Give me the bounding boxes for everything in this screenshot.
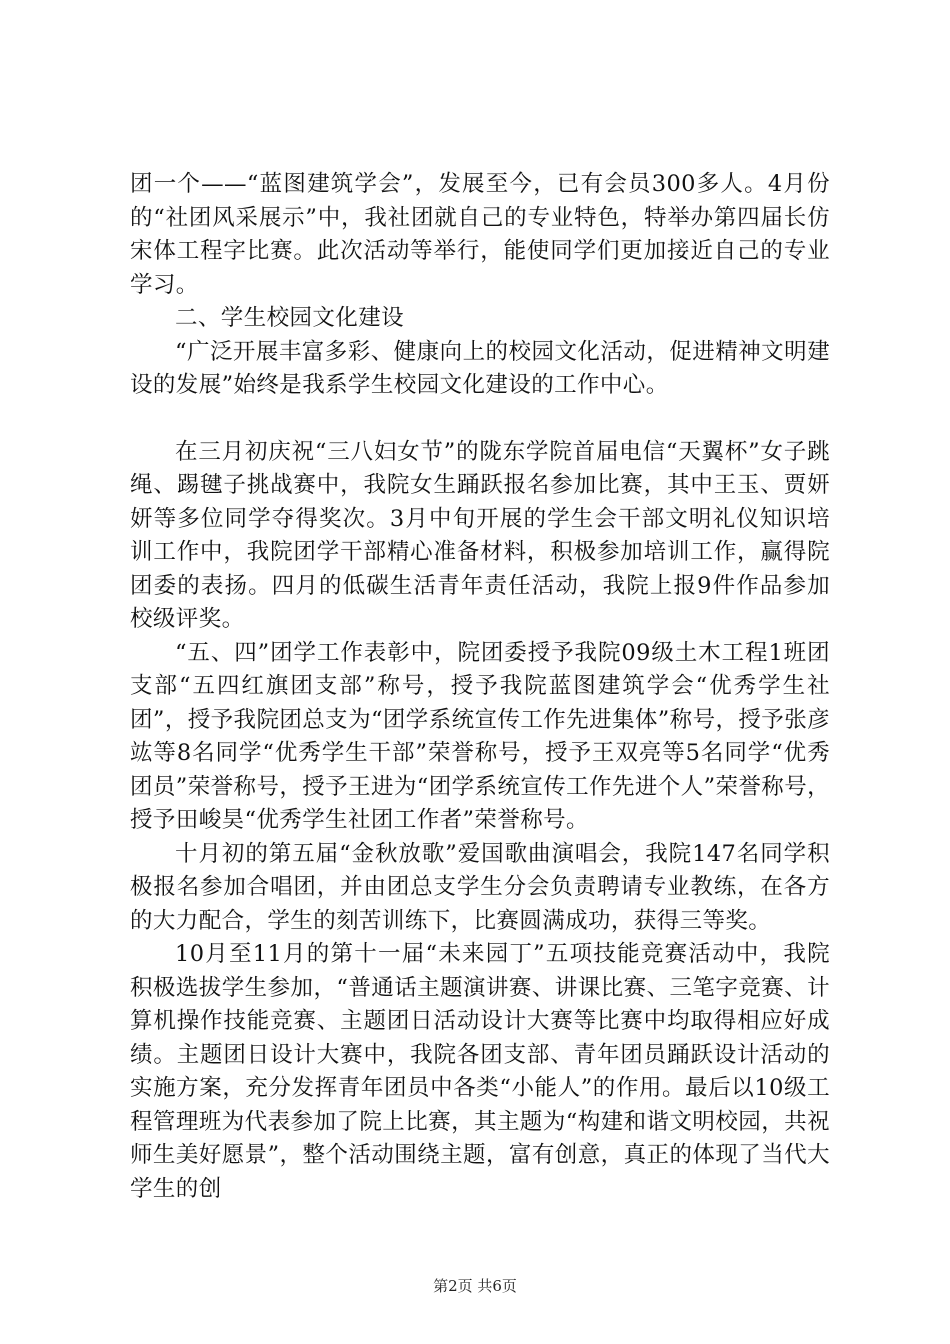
section-heading-campus-culture: 二、学生校园文化建设 [175, 305, 405, 331]
paragraph-club-intro: 团一个——“蓝图建筑学会”，发展至今，已有会员300多人。4月份的“社团风采展示”中，我社团就自己的专业特色，特举办第四届长仿宋体工程字比赛。此次活动等举行，能使同学们更加接近自己的专业学习。 [130, 171, 830, 298]
page-number-footer: 第2页 共6页 [433, 1277, 517, 1295]
paragraph-may-fourth-awards: “五、四”团学工作表彰中，院团委授予我院09级土木工程1班团支部“五四红旗团支部”称号，授予我院蓝图建筑学会“优秀学生社团”，授予我院团总支为“团学系统宣传工作先进集体”称号，授予张彦竑等8名同学“优秀学生干部”荣誉称号，授予王双亮等5名同学“优秀团员”荣誉称号，授予王进为“团学系统宣传工作先进个人”荣誉称号，授予田峻昊“优秀学生社团工作者”荣誉称号。 [130, 639, 830, 833]
paragraph-gap [130, 403, 830, 436]
document-body [130, 168, 830, 1206]
paragraph-culture-goal: “广泛开展丰富多彩、健康向上的校园文化活动，促进精神文明建设的发展”始终是我系学生校园文化建设的工作中心。 [130, 338, 830, 398]
paragraph-skills-competition: 10月至11月的第十一届“未来园丁”五项技能竞赛活动中，我院积极选拔学生参加，“普通话主题演讲赛、讲课比赛、三笔字竞赛、计算机操作技能竞赛、主题团日活动设计大赛等比赛中均取得相应好成绩。主题团日设计大赛中，我院各团支部、青年团员踊跃设计活动的实施方案，充分发挥青年团员中各类“小能人”的作用。最后以10级工程管理班为代表参加了院上比赛，其主题为“构建和谐文明校园，共祝师生美好愿景”，整个活动围绕主题，富有创意，真正的体现了当代大学生的创 [130, 941, 830, 1202]
paragraph-march-activities: 在三月初庆祝“三八妇女节”的陇东学院首届电信“天翼杯”女子跳绳、踢毽子挑战赛中，我院女生踊跃报名参加比赛，其中王玉、贾妍妍等多位同学夺得奖次。3月中旬开展的学生会干部文明礼仪知识培训工作中，我院团学干部精心准备材料，积极参加培训工作，赢得院团委的表扬。四月的低碳生活青年责任活动，我院上报9件作品参加校级评奖。 [130, 438, 830, 632]
paragraph-autumn-concert: 十月初的第五届“金秋放歌”爱国歌曲演唱会，我院147名同学积极报名参加合唱团，并由团总支学生分会负责聘请专业教练，在各方的大力配合，学生的刻苦训练下，比赛圆满成功，获得三等奖。 [130, 840, 830, 934]
